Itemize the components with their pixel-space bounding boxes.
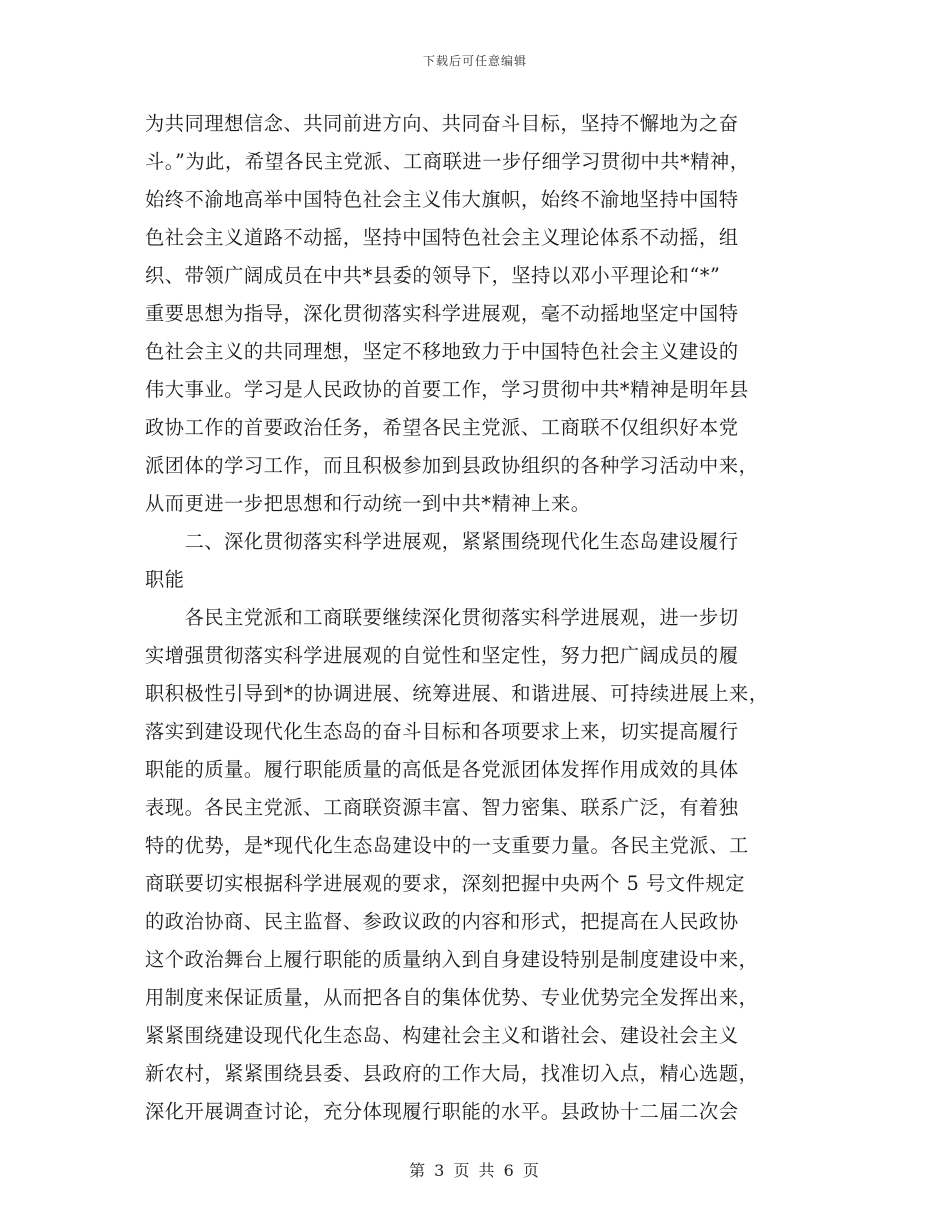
- page-number: 第 3 页 共 6 页: [409, 1161, 541, 1180]
- body-line: 这个政治舞台上履行职能的质量纳入到自身建设特别是制度建设中来，: [145, 948, 759, 971]
- body-line: 职积极性引导到*的协调进展、统筹进展、和谐进展、可持续进展上来，: [145, 682, 769, 705]
- body-line: 斗。”为此，希望各民主党派、工商联进一步仔细学习贯彻中共*精神，: [145, 150, 750, 173]
- page-header-note: 下载后可任意编辑: [422, 54, 527, 68]
- body-line: 伟大事业。学习是人民政协的首要工作，学习贯彻中共*精神是明年县: [145, 378, 749, 401]
- body-line: 派团体的学习工作，而且积极参加到县政协组织的各种学习活动中来，: [145, 454, 759, 477]
- body-line: 织、带领广阔成员在中共*县委的领导下，坚持以邓小平理论和“*”: [145, 264, 721, 287]
- body-line: 重要思想为指导，深化贯彻落实科学进展观，毫不动摇地坚定中国特: [145, 302, 739, 325]
- body-line: 色社会主义道路不动摇，坚持中国特色社会主义理论体系不动摇，组: [145, 226, 739, 249]
- body-line: 为共同理想信念、共同前进方向、共同奋斗目标，坚持不懈地为之奋: [145, 112, 739, 135]
- body-line: 深化开展调查讨论，充分体现履行职能的水平。县政协十二届二次会: [145, 1100, 739, 1123]
- body-line: 从而更进一步把思想和行动统一到中共*精神上来。: [145, 492, 591, 515]
- body-line: 新农村，紧紧围绕县委、县政府的工作大局，找准切入点，精心选题，: [145, 1062, 759, 1085]
- body-line: 职能的质量。履行职能质量的高低是各党派团体发挥作用成效的具体: [145, 758, 739, 781]
- body-line: 落实到建设现代化生态岛的奋斗目标和各项要求上来，切实提高履行: [145, 720, 739, 743]
- body-line: 各民主党派和工商联要继续深化贯彻落实科学进展观，进一步切: [145, 606, 739, 629]
- body-line: 政协工作的首要政治任务，希望各民主党派、工商联不仅组织好本党: [145, 416, 739, 439]
- body-line: 紧紧围绕建设现代化生态岛、构建社会主义和谐社会、建设社会主义: [145, 1024, 739, 1047]
- body-line: 的政治协商、民主监督、参政议政的内容和形式，把提高在人民政协: [145, 910, 739, 933]
- body-line: 始终不渝地高举中国特色社会主义伟大旗帜，始终不渝地坚持中国特: [145, 188, 739, 211]
- body-line: 表现。各民主党派、工商联资源丰富、智力密集、联系广泛，有着独: [145, 796, 739, 819]
- document-body: [145, 105, 825, 1131]
- section-heading-line: 二、深化贯彻落实科学进展观，紧紧围绕现代化生态岛建设履行: [145, 530, 739, 553]
- section-heading-line: 职能: [145, 568, 185, 591]
- body-line: 特的优势，是*现代化生态岛建设中的一支重要力量。各民主党派、工: [145, 834, 749, 857]
- body-line: 商联要切实根据科学进展观的要求，深刻把握中央两个 5 号文件规定: [145, 872, 746, 895]
- body-line: 用制度来保证质量，从而把各自的集体优势、专业优势完全发挥出来，: [145, 986, 759, 1009]
- body-line: 色社会主义的共同理想，坚定不移地致力于中国特色社会主义建设的: [145, 340, 739, 363]
- body-line: 实增强贯彻落实科学进展观的自觉性和坚定性，努力把广阔成员的履: [145, 644, 739, 667]
